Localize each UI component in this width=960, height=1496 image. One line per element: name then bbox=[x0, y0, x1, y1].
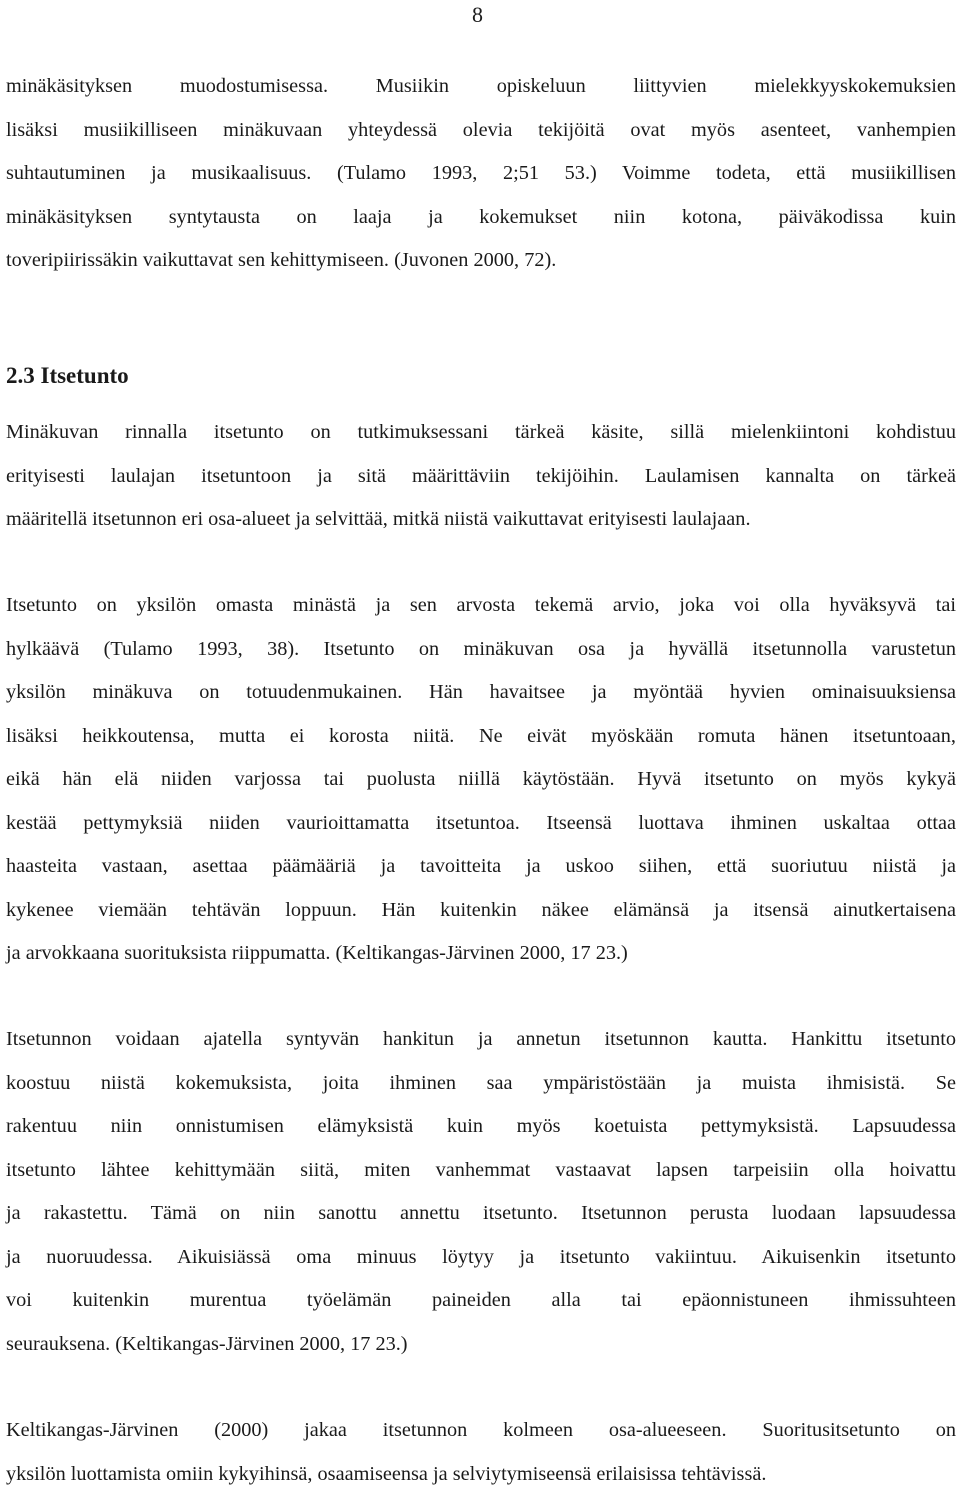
text-line: ja rakastettu. Tämä on niin sanottu annettu itsetunto. Itsetunnon perusta luodaan lapsuudessa bbox=[6, 1192, 956, 1236]
text-line: voi kuitenkin murentua työelämän paineiden alla tai epäonnistuneen ihmissuhteen bbox=[6, 1279, 956, 1323]
text-line: ja arvokkaana suorituksista riippumatta. (Keltikangas-Järvinen 2000, 17 23.) bbox=[6, 932, 956, 976]
paragraph-3 bbox=[6, 584, 956, 976]
paragraph-5 bbox=[6, 1409, 956, 1496]
text-line: yksilön luottamista omiin kykyihinsä, osaamiseensa ja selviytymiseensä erilaisissa tehtävissä. bbox=[6, 1453, 956, 1496]
text-line: yksilön minäkuva on totuudenmukainen. Hän havaitsee ja myöntää hyvien ominaisuuksiensa bbox=[6, 671, 956, 715]
text-line: ja nuoruudessa. Aikuisiässä oma minuus löytyy ja itsetunto vakiintuu. Aikuisenkin itsetunto bbox=[6, 1236, 956, 1280]
text-line: suhtautuminen ja musikaalisuus. (Tulamo 1993, 2;51 53.) Voimme todeta, että musiikillisen bbox=[6, 152, 956, 196]
text-line: määritellä itsetunnon eri osa-alueet ja selvittää, mitkä niistä vaikuttavat erityisesti laulajaan. bbox=[6, 498, 956, 542]
text-line: Keltikangas-Järvinen (2000) jakaa itsetunnon kolmeen osa-alueeseen. Suoritusitsetunto on bbox=[6, 1409, 956, 1453]
text-line: eikä hän elä niiden varjossa tai puolusta niillä käytöstään. Hyvä itsetunto on myös kykyä bbox=[6, 758, 956, 802]
text-line: Itsetunnon voidaan ajatella syntyvän hankitun ja annetun itsetunnon kautta. Hankittu itsetunto bbox=[6, 1018, 956, 1062]
text-line: lisäksi musiikilliseen minäkuvaan yhteydessä olevia tekijöitä ovat myös asenteet, vanhempien bbox=[6, 109, 956, 153]
paragraph-4 bbox=[6, 1018, 956, 1366]
text-line: kykenee viemään tehtävän loppuun. Hän kuitenkin näkee elämänsä ja itsensä ainutkertaisena bbox=[6, 889, 956, 933]
section-heading: 2.3 Itsetunto bbox=[6, 356, 129, 396]
text-line: haasteita vastaan, asettaa päämääriä ja tavoitteita ja uskoo siihen, että suoriutuu niistä ja bbox=[6, 845, 956, 889]
text-line: seurauksena. (Keltikangas-Järvinen 2000, 17 23.) bbox=[6, 1323, 956, 1367]
page-number: 8 bbox=[472, 2, 483, 28]
text-line: lisäksi heikkoutensa, mutta ei korosta niitä. Ne eivät myöskään romuta hänen itsetuntoaan, bbox=[6, 715, 956, 759]
paragraph-2 bbox=[6, 411, 956, 542]
text-line: rakentuu niin onnistumisen elämyksistä kuin myös koetuista pettymyksistä. Lapsuudessa bbox=[6, 1105, 956, 1149]
text-line: toveripiirissäkin vaikuttavat sen kehittymiseen. (Juvonen 2000, 72). bbox=[6, 239, 956, 283]
text-line: Itsetunto on yksilön omasta minästä ja sen arvosta tekemä arvio, joka voi olla hyväksyvä tai bbox=[6, 584, 956, 628]
text-line: minäkäsityksen syntytausta on laaja ja kokemukset niin kotona, päiväkodissa kuin bbox=[6, 196, 956, 240]
text-line: erityisesti laulajan itsetuntoon ja sitä määrittäviin tekijöihin. Laulamisen kannalta on tärkeä bbox=[6, 455, 956, 499]
text-line: koostuu niistä kokemuksista, joita ihminen saa ympäristöstään ja muista ihmisistä. Se bbox=[6, 1062, 956, 1106]
text-line: minäkäsityksen muodostumisessa. Musiikin opiskeluun liittyvien mielekkyyskokemuksien bbox=[6, 65, 956, 109]
text-line: Minäkuvan rinnalla itsetunto on tutkimuksessani tärkeä käsite, sillä mielenkiintoni kohdistuu bbox=[6, 411, 956, 455]
text-line: hylkäävä (Tulamo 1993, 38). Itsetunto on minäkuvan osa ja hyvällä itsetunnolla varustetun bbox=[6, 628, 956, 672]
text-line: kestää pettymyksiä niiden vaurioittamatta itsetuntoa. Itseensä luottava ihminen uskaltaa ottaa bbox=[6, 802, 956, 846]
paragraph-1 bbox=[6, 65, 956, 283]
text-line: itsetunto lähtee kehittymään siitä, miten vanhemmat vastaavat lapsen tarpeisiin olla hoivattu bbox=[6, 1149, 956, 1193]
